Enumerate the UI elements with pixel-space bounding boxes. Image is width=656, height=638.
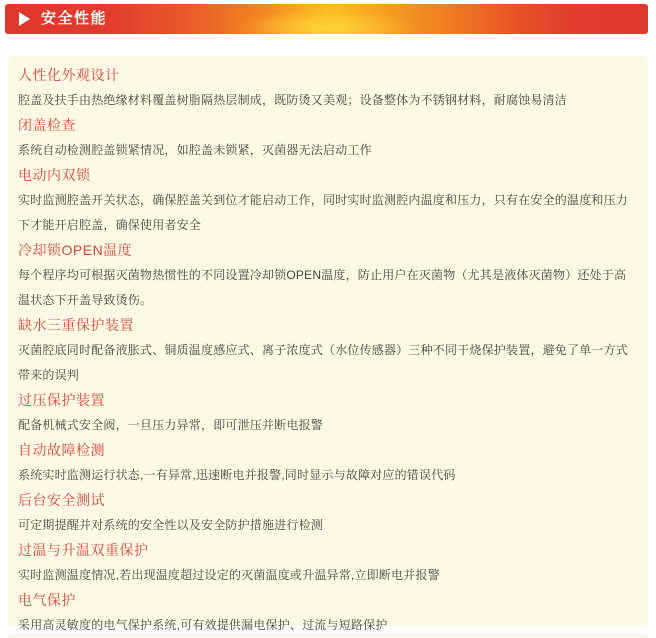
feature-heading: 电气保护: [18, 592, 76, 608]
feature-body: 灭菌腔底同时配备液胀式、铜质温度感应式、离子浓度式（水位传感器）三种不同干烧保护装置，避免了单一方式带来的误判: [18, 343, 629, 382]
feature-section: [18, 63, 638, 113]
feature-heading: 闭盖检查: [18, 117, 76, 133]
feature-heading: 缺水三重保护装置: [18, 317, 134, 333]
feature-body: 每个程序均可根据灭菌物热惯性的不同设置冷却锁OPEN温度，防止用户在灭菌物（尤其是液体灭菌物）还处于高温状态下开盖导致烫伤。: [18, 268, 627, 307]
feature-body: 实时监测温度情况,若出现温度超过设定的灭菌温度或升温异常,立即断电并报警: [18, 568, 440, 582]
feature-body: 采用高灵敏度的电气保护系统,可有效提供漏电保护、过流与短路保护: [18, 618, 388, 632]
feature-body: 实时监测腔盖开关状态，确保腔盖关到位才能启动工作，同时实时监测腔内温度和压力，只有在安全的温度和压力下才能开启腔盖，确保使用者安全: [18, 193, 629, 232]
feature-body: 可定期提醒并对系统的安全性以及安全防护措施进行检测: [18, 518, 324, 532]
feature-heading: 自动故障检测: [18, 442, 105, 458]
feature-section: [18, 588, 638, 638]
feature-body: 系统自动检测腔盖锁紧情况，如腔盖未锁紧，灭菌器无法启动工作: [18, 143, 372, 157]
feature-section: [18, 388, 638, 438]
feature-body: 配备机械式安全阀，一旦压力异常，即可泄压并断电报警: [18, 418, 324, 432]
feature-heading: 过压保护装置: [18, 392, 105, 408]
feature-heading: 电动内双锁: [18, 167, 91, 183]
banner-title: 安全性能: [41, 10, 108, 27]
feature-heading: 人性化外观设计: [18, 67, 120, 83]
feature-heading: 过温与升温双重保护: [18, 542, 149, 558]
right-triangle-icon: [19, 12, 30, 26]
feature-section: [18, 238, 638, 313]
feature-heading: 冷却锁OPEN温度: [18, 242, 133, 258]
features-panel: [8, 56, 648, 632]
feature-section: [18, 488, 638, 538]
feature-section: [18, 313, 638, 388]
feature-heading: 后台安全测试: [18, 492, 105, 508]
feature-section: [18, 438, 638, 488]
next-block-edge: [8, 634, 648, 638]
section-banner: [5, 4, 648, 34]
feature-body: 系统实时监测运行状态,一有异常,迅速断电并报警,同时显示与故障对应的错误代码: [18, 468, 456, 482]
feature-section: [18, 538, 638, 588]
feature-section: [18, 113, 638, 163]
feature-body: 腔盖及扶手由热绝缘材料覆盖树脂隔热层制成，既防烫又美观；设备整体为不锈钢材料，耐腐蚀易清洁: [18, 93, 568, 107]
feature-section: [18, 163, 638, 238]
